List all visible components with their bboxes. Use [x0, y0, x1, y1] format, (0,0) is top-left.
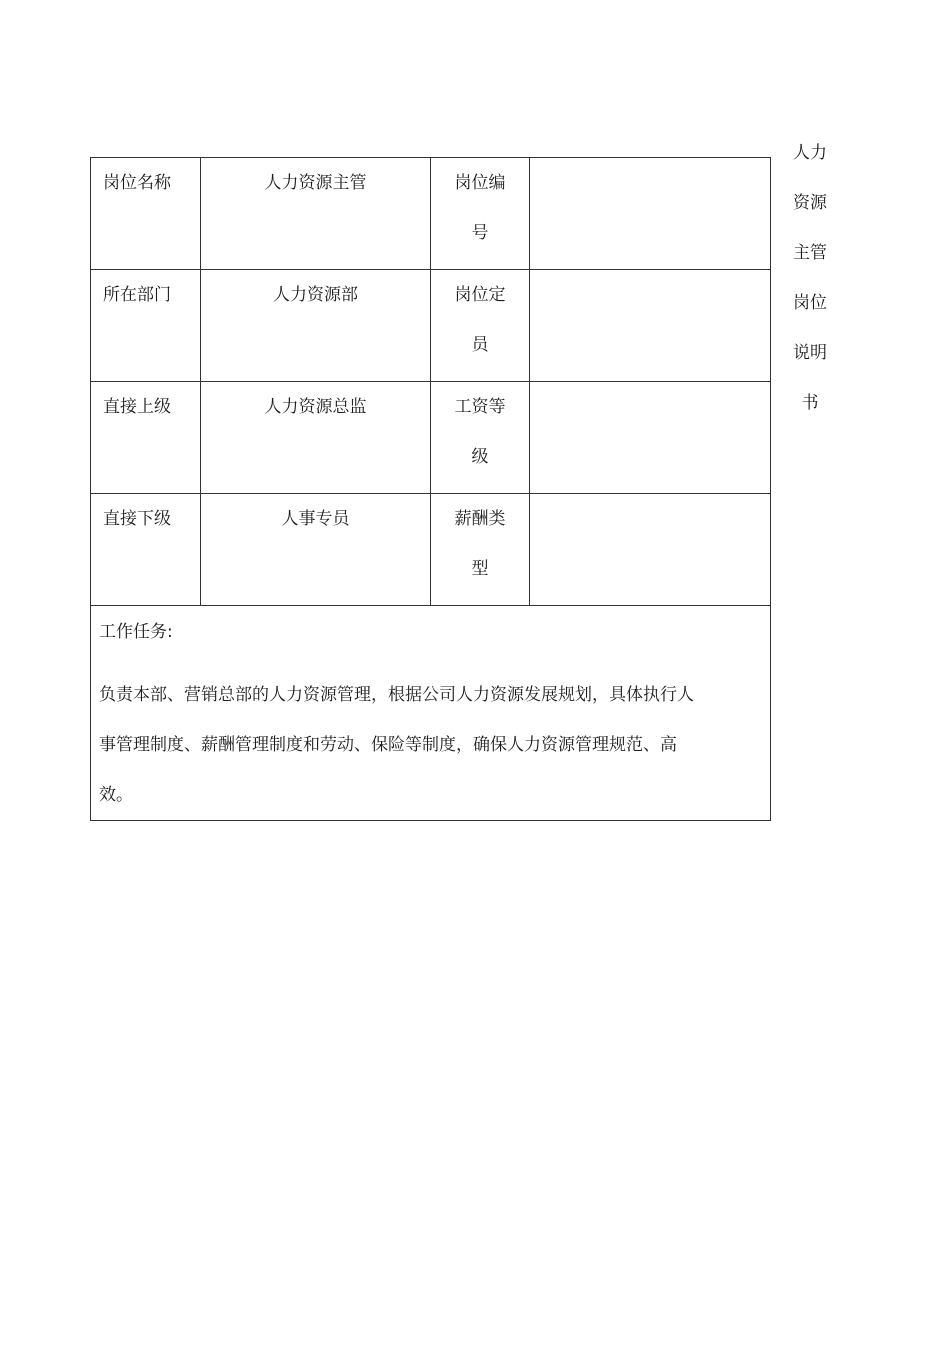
- value-subordinate: 人事专员: [201, 494, 431, 606]
- label-line: 型: [471, 559, 489, 579]
- table-row: [91, 270, 771, 382]
- label-line: 岗位编: [454, 173, 506, 193]
- label-line: 薪酬类: [454, 509, 506, 529]
- tasks-body: 负责本部、营销总部的人力资源管理，根据公司人力资源发展规划，具体执行人事管理制度、薪酬管理制度和劳动、保险等制度，确保人力资源管理规范、高效。: [99, 685, 694, 805]
- side-title-line: 说明: [793, 343, 827, 363]
- value-department: 人力资源部: [201, 270, 431, 382]
- label-pay-type: [431, 494, 530, 606]
- label-department: 所在部门: [91, 270, 201, 382]
- value-position-code: [530, 158, 771, 270]
- value-salary-grade: [530, 382, 771, 494]
- label-line: 级: [471, 447, 489, 467]
- label-headcount: [431, 270, 530, 382]
- label-position-name: 岗位名称: [91, 158, 201, 270]
- label-line: 工资等: [454, 397, 506, 417]
- value-superior: 人力资源总监: [201, 382, 431, 494]
- table-row: [91, 382, 771, 494]
- side-title-line: 主管: [793, 243, 827, 263]
- label-superior: 直接上级: [91, 382, 201, 494]
- table-row-tasks: [91, 606, 771, 821]
- label-line: 岗位定: [454, 285, 506, 305]
- table-row: [91, 158, 771, 270]
- side-title-line: 岗位: [793, 293, 827, 313]
- tasks-title: 工作任务:: [99, 622, 173, 642]
- label-salary-grade: [431, 382, 530, 494]
- side-title-line: 书: [801, 393, 819, 413]
- value-position-name: 人力资源主管: [201, 158, 431, 270]
- label-line: 号: [471, 223, 489, 243]
- tasks-cell: [91, 606, 771, 821]
- label-subordinate: 直接下级: [91, 494, 201, 606]
- value-pay-type: [530, 494, 771, 606]
- table-row: [91, 494, 771, 606]
- label-line: 员: [471, 335, 489, 355]
- label-position-code: [431, 158, 530, 270]
- side-title-line: 人力: [793, 143, 827, 163]
- job-description-table: [90, 157, 771, 821]
- side-title-line: 资源: [793, 193, 827, 213]
- side-title: [790, 128, 830, 428]
- value-headcount: [530, 270, 771, 382]
